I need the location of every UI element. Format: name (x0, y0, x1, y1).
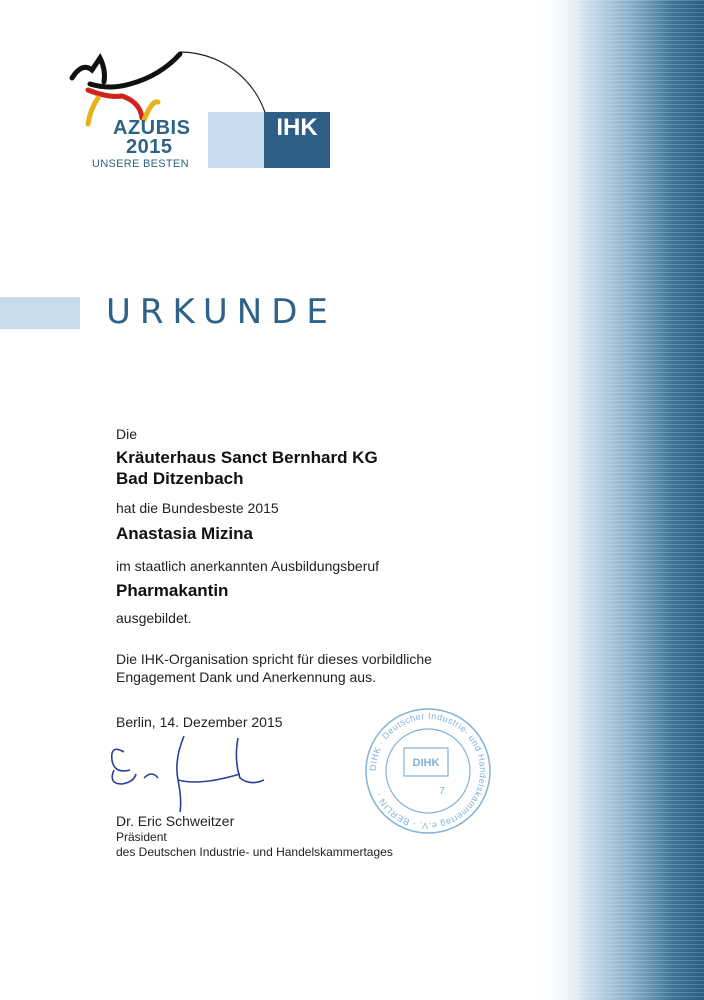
title-accent-bar (0, 297, 80, 329)
decorative-blue-band (534, 0, 704, 1000)
logo-azubis-text: AZUBIS (113, 117, 191, 139)
official-seal-stamp (358, 706, 498, 836)
stamp-ring-text: DIHK · Deutscher Industrie- und Handelskammertag e.V. · BERLIN · (367, 710, 489, 832)
company-name: Kräuterhaus Sanct Bernhard KG (116, 448, 378, 467)
company-location: Bad Ditzenbach (116, 469, 244, 488)
signatory-name: Dr. Eric Schweitzer (116, 813, 235, 829)
signature (100, 730, 300, 820)
trained-text: ausgebildet. (116, 610, 192, 626)
ihk-logo-text: IHK (276, 114, 318, 141)
thanks-line-1: Die IHK-Organisation spricht für dieses vorbildliche (116, 651, 432, 667)
recipient-name: Anastasia Mizina (116, 524, 253, 543)
award-text: hat die Bundesbeste 2015 (116, 500, 279, 516)
intro-text: Die (116, 426, 138, 442)
signatory-organization: des Deutschen Industrie- und Handelskammertages (116, 845, 393, 859)
stamp-number: 7 (439, 786, 445, 797)
thanks-line-2: Engagement Dank und Anerkennung aus. (116, 669, 376, 685)
ihk-logo-light-block (208, 112, 264, 168)
page-title: URKUNDE (106, 292, 337, 332)
logo-tagline-text: UNSERE BESTEN (92, 158, 189, 170)
logo-year-text: 2015 (126, 136, 173, 158)
profession-name: Pharmakantin (116, 581, 229, 600)
ihk-logo (264, 112, 330, 168)
place-date: Berlin, 14. Dezember 2015 (116, 714, 283, 730)
stamp-emblem-text: DIHK (412, 757, 440, 769)
signatory-role: Präsident (116, 830, 167, 844)
program-text: im staatlich anerkannten Ausbildungsberuf (116, 558, 380, 574)
